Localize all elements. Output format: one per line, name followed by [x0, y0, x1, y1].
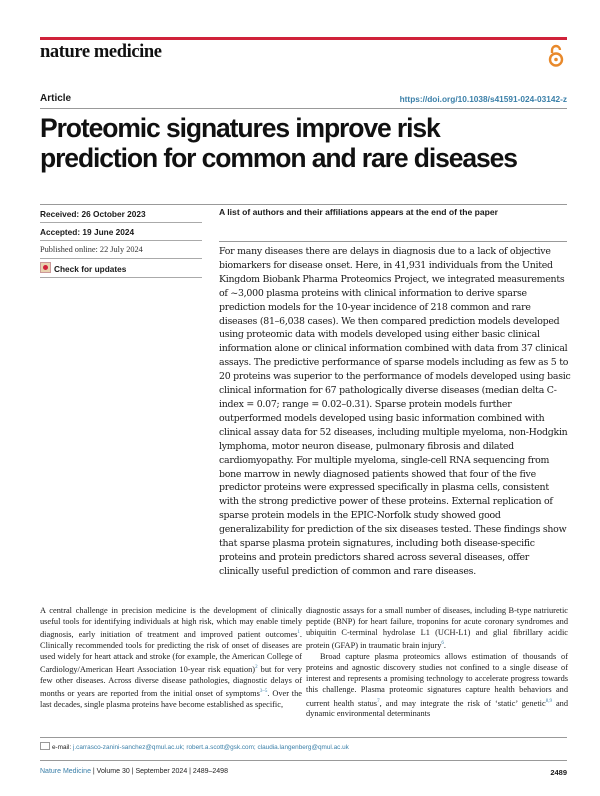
reference-link[interactable]: 1 [297, 630, 300, 636]
check-updates-label: Check for updates [54, 264, 127, 274]
footer-volume: | Volume 30 | September 2024 | 2489–2498 [90, 768, 228, 775]
paragraph: A central challenge in precision medicine is the development of clinically useful tools for identifying individuals at high risk, which may enable timely diagnosis, early initiation of treatment and improved patient outcomes$^1$. Clinically recommended tools for predicting the risk of onset of diseases are used widely for heart attack and stroke (for example, the American College of Cardiology/American Heart Association 10-year risk equation)$^2$ but for very few other diseases. Across diverse disease pathologies, diagnostic delays of months or years are reported from the initial onset of symptoms$^{3-5}$. Over the last decades, single plasma proteins have become established as specific, [40, 606, 302, 710]
footer-journal-link[interactable]: Nature Medicine [40, 768, 91, 775]
check-updates-icon [40, 262, 51, 273]
received-date: Received: 26 October 2023 [40, 209, 146, 219]
reference-link[interactable]: 2 [255, 665, 258, 671]
reference-link[interactable]: 7 [377, 698, 380, 704]
divider [40, 240, 202, 241]
divider [40, 258, 202, 259]
article-title [40, 113, 570, 173]
contact-emails [40, 742, 349, 751]
paragraph: Broad capture plasma proteomics allows estimation of thousands of proteins and agnostic discovery studies not confined to a single disease of interest and represents a promising technology to accelerate progress towards this challenge. Plasma proteomic signatures capture health behaviors and current health status$^7$, and may integrate the risk of ‘static’ genetic$^{8,9}$ and dynamic environmental determinants [306, 652, 569, 719]
check-for-updates-button[interactable] [40, 262, 200, 274]
divider [40, 204, 567, 205]
body-column-2 [306, 605, 568, 720]
doi-link[interactable]: https://doi.org/10.1038/s41591-024-03142-z [399, 94, 567, 104]
title-line-2: prediction for common and rare diseases [40, 143, 517, 173]
mail-icon [40, 742, 50, 750]
divider [40, 737, 567, 738]
paragraph: diagnostic assays for a small number of diseases, including B-type natriuretic peptide (BNP) for heart failure, troponins for acute coronary syndromes and ubiquitin C-terminal hydrolase L1 (UCH-L1) and glial fibrillary acidic protein (GFAP) in traumatic brain injury$^6$. [306, 606, 568, 651]
email-links[interactable]: j.carrasco-zanini-sanchez@qmul.ac.uk; robert.a.scott@gsk.com; claudia.langenberg@qmul.ac.uk [72, 744, 349, 751]
reference-link[interactable]: 3–5 [259, 689, 268, 695]
title-line-1: Proteomic signatures improve risk [40, 113, 440, 143]
divider [40, 277, 202, 278]
open-access-icon [546, 44, 566, 68]
page-number: 2489 [550, 768, 567, 777]
footer-citation [40, 768, 228, 775]
divider [40, 222, 202, 223]
article-type: Article [40, 93, 72, 104]
abstract: For many diseases there are delays in diagnosis due to a lack of objective biomarkers for disease onset. Here, in 41,931 individuals from the United Kingdom Biobank Pharma Proteomics Project, we integrated measurements of ~3,000 plasma proteins with clinical information to derive sparse prediction models for the 10-year incidence of 218 common and rare diseases (81–6,038 cases). We then compared prediction models developed using proteomic data with models developed using either basic clinical information alone or clinical information combined with data from 37 clinical assays. The predictive performance of sparse models including as few as 5 to 20 proteins was superior to the performance of models developed using basic clinical information for 67 pathologically diverse diseases (median delta C-index = 0.07; range = 0.02–0.31). Sparse protein models further outperformed models developed using basic information combined with clinical assay data for 52 diseases, including multiple myeloma, non-Hodgkin lymphoma, motor neuron disease, pulmonary fibrosis and dilated cardiomyopathy. For multiple myeloma, single-cell RNA sequencing from bone marrow in newly diagnosed patients showed that four of the five predictor proteins were expressed specifically in plasma cells, consistent with the strong predictive power of these proteins. External replication of sparse protein models in the EPIC-Norfolk study showed good generalizability for prediction of the six diseases tested. These findings show that sparse plasma protein signatures, including both disease-specific proteins and protein predictors shared across several diseases, offer clinically useful prediction of common and rare diseases. [219, 246, 571, 577]
journal-logo[interactable]: nature medicine [40, 42, 162, 62]
reference-link[interactable]: 8,9 [545, 698, 552, 704]
accepted-date: Accepted: 19 June 2024 [40, 227, 135, 237]
reference-link[interactable]: 6 [441, 641, 444, 647]
divider [219, 241, 567, 242]
authors-note: A list of authors and their affiliations appears at the end of the paper [219, 207, 499, 217]
divider [40, 760, 567, 761]
header-rule [40, 37, 567, 40]
divider [40, 108, 567, 109]
email-label: e-mail: [52, 744, 73, 751]
body-column-1 [40, 605, 302, 710]
published-date: Published online: 22 July 2024 [40, 245, 143, 254]
